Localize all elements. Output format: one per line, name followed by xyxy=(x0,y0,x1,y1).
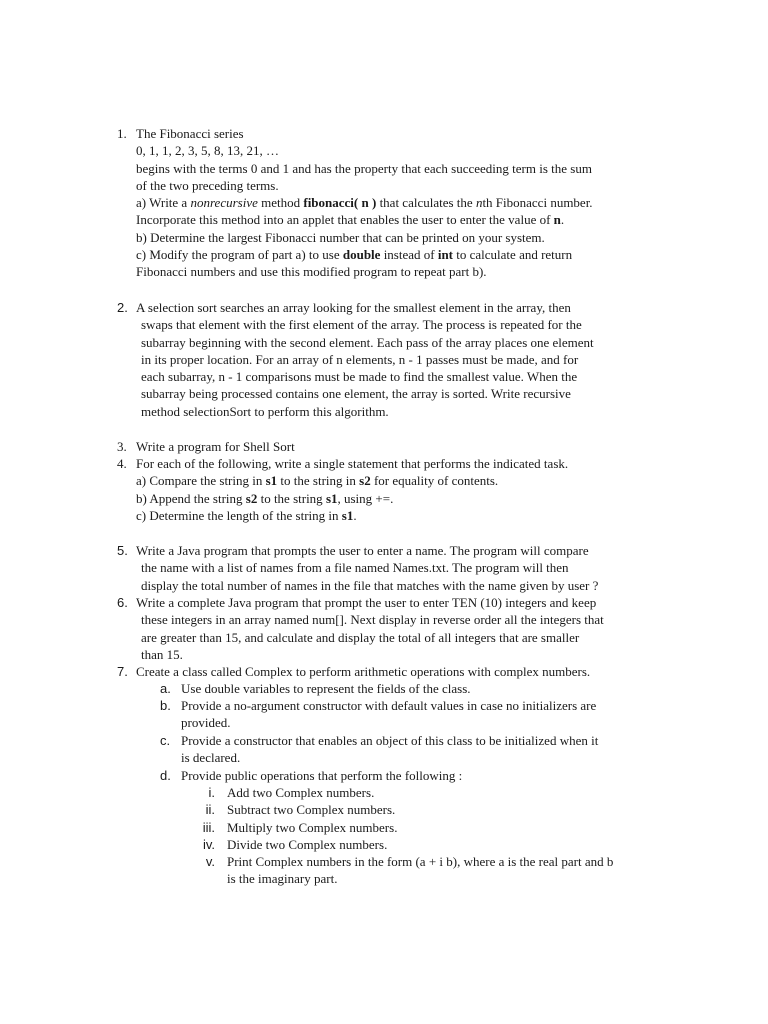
method-name: fibonacci( n ) xyxy=(303,195,377,211)
part-b xyxy=(136,490,686,507)
list-marker: d. xyxy=(160,768,171,783)
fibonacci-sequence: 0, 1, 1, 2, 3, 5, 8, 13, 21, … xyxy=(136,143,279,159)
text: method xyxy=(257,195,304,211)
text-line: than 15. xyxy=(141,646,183,662)
text: c) Determine the length of the string in xyxy=(136,507,342,523)
text-line: is the imaginary part. xyxy=(227,871,338,887)
list-marker: iv. xyxy=(202,837,215,852)
text-line: are greater than 15, and calculate and display the total of all integers that are smaller xyxy=(141,629,580,645)
list-marker: ii. xyxy=(205,802,215,817)
text: , using +=. xyxy=(337,490,394,506)
text-line: Provide a no-argument constructor with default values in case no initializers are xyxy=(181,698,597,713)
text-line: Write a Java program that prompts the user to enter a name. The program will compare xyxy=(136,543,589,558)
text-line: Provide public operations that perform the following : xyxy=(181,768,463,783)
variable-name: s1 xyxy=(325,490,338,506)
variable-name: s1 xyxy=(265,473,278,489)
text-line: Divide two Complex numbers. xyxy=(227,837,388,852)
part-a-continued xyxy=(136,211,686,228)
text-line: display the total number of names in the file that matches with the name given by user ? xyxy=(141,577,599,593)
list-marker: i. xyxy=(208,785,215,800)
text: a) Write a xyxy=(136,195,191,211)
text-line: Create a class called Complex to perform arithmetic operations with complex numbers. xyxy=(136,664,591,679)
text-line: each subarray, n - 1 comparisons must be made to find the smallest value. When the xyxy=(141,369,578,385)
variable-name: s2 xyxy=(359,473,371,489)
variable-name: n xyxy=(553,212,561,228)
part-c xyxy=(136,246,686,263)
question-body xyxy=(136,438,686,455)
text-line: Subtract two Complex numbers. xyxy=(227,802,396,817)
emphasis: nonrecursive xyxy=(190,195,258,211)
question-title: The Fibonacci series xyxy=(136,126,244,141)
variable-name: s2 xyxy=(245,490,258,506)
text-line: Use double variables to represent the fields of the class. xyxy=(181,681,471,696)
text-line: is declared. xyxy=(181,750,241,766)
part-a xyxy=(136,194,686,211)
text-line: Write a program for Shell Sort xyxy=(136,439,295,454)
question-number: 3. xyxy=(117,439,127,454)
variable-name: s1 xyxy=(341,507,354,523)
text: to the string in xyxy=(277,473,360,489)
text: . xyxy=(560,212,565,228)
list-marker: iii. xyxy=(202,820,215,835)
question-body xyxy=(136,594,686,663)
text: Incorporate this method into an applet that enables the user to enter the value of xyxy=(136,212,554,228)
text-line: swaps that element with the first element of the array. The process is repeated for the xyxy=(141,317,582,333)
text-line: provided. xyxy=(181,715,231,731)
list-marker: c. xyxy=(160,733,171,748)
text: to calculate and return xyxy=(453,247,573,263)
text-line: Write a complete Java program that prompt the user to enter TEN (10) integers and keep xyxy=(136,595,597,610)
question-body xyxy=(136,455,686,524)
part-c-continued: Fibonacci numbers and use this modified program to repeat part b). xyxy=(136,264,487,280)
text-line: subarray beginning with the second element. Each pass of the array places one element xyxy=(141,334,594,350)
question-number: 2. xyxy=(117,300,128,315)
question-number: 5. xyxy=(117,543,128,558)
question-number: 4. xyxy=(117,456,127,471)
text-line: in its proper location. For an array of n elements, n - 1 passes must be made, and for xyxy=(141,351,579,367)
part-b: b) Determine the largest Fibonacci number that can be printed on your system. xyxy=(136,229,545,245)
part-a xyxy=(136,472,686,489)
text-line: begins with the terms 0 and 1 and has the property that each succeeding term is the sum xyxy=(136,160,592,176)
text-line: these integers in an array named num[]. Next display in reverse order all the integers that xyxy=(141,612,604,628)
question-number: 1. xyxy=(117,126,127,141)
text-line: For each of the following, write a single statement that performs the indicated task. xyxy=(136,456,569,471)
text: a) Compare the string in xyxy=(136,473,266,489)
list-marker: b. xyxy=(160,698,171,713)
text: b) Append the string xyxy=(136,490,246,506)
text: that calculates the xyxy=(376,195,476,211)
list-marker: a. xyxy=(160,681,171,696)
text-line: the name with a list of names from a file named Names.txt. The program will then xyxy=(141,560,569,576)
text-line: method selectionSort to perform this algorithm. xyxy=(141,403,389,419)
question-body xyxy=(136,663,686,680)
text-line: Multiply two Complex numbers. xyxy=(227,820,398,835)
text-line: Provide a constructor that enables an object of this class to be initialized when it xyxy=(181,733,599,748)
text-line: Add two Complex numbers. xyxy=(227,785,375,800)
question-body xyxy=(136,125,686,281)
text: th Fibonacci number. xyxy=(482,195,593,211)
question-body xyxy=(136,299,686,420)
text-line: Print Complex numbers in the form (a + i b), where a is the real part and b xyxy=(227,854,614,869)
part-c xyxy=(136,507,686,524)
text: c) Modify the program of part a) to use xyxy=(136,247,343,263)
text: instead of xyxy=(380,247,438,263)
question-number: 6. xyxy=(117,595,128,610)
emphasis: n xyxy=(475,195,483,211)
text: . xyxy=(353,507,357,523)
question-body xyxy=(136,542,686,594)
type-name: int xyxy=(437,247,454,263)
type-name: double xyxy=(342,247,381,263)
text: to the string xyxy=(257,490,326,506)
text-line: subarray being processed contains one element, the array is sorted. Write recursive xyxy=(141,386,571,402)
text-line: A selection sort searches an array looking for the smallest element in the array, then xyxy=(136,300,571,315)
list-marker: v. xyxy=(205,854,215,869)
question-number: 7. xyxy=(117,664,128,679)
text-line: of the two preceding terms. xyxy=(136,177,279,193)
text: for equality of contents. xyxy=(370,473,499,489)
